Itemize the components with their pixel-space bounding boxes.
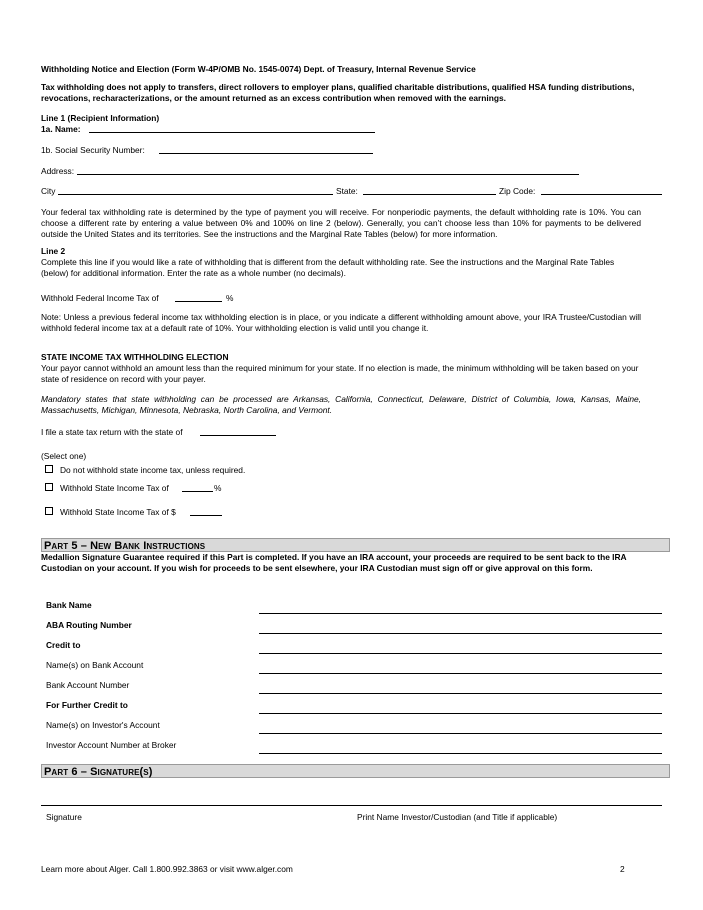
federal-rate-field[interactable] xyxy=(175,301,222,302)
bank-row-label: Bank Account Number xyxy=(46,680,130,690)
no-state-withholding-label: Do not withhold state income tax, unless required. xyxy=(60,465,246,475)
bank-row-label: Name(s) on Investor's Account xyxy=(46,720,160,730)
state-heading: STATE INCOME TAX WITHHOLDING ELECTION xyxy=(41,352,229,362)
bank-row-field[interactable] xyxy=(259,653,662,654)
part6-title: Part 6 – Signature(s) xyxy=(44,766,153,778)
bank-row-field[interactable] xyxy=(259,753,662,754)
zip-field[interactable] xyxy=(541,194,662,195)
bank-row-field[interactable] xyxy=(259,633,662,634)
ssn-label: 1b. Social Security Number: xyxy=(41,145,145,155)
no-state-withholding-checkbox[interactable] xyxy=(45,465,53,473)
state-dollar-label: Withhold State Income Tax of $ xyxy=(60,507,176,517)
address-field[interactable] xyxy=(77,174,579,175)
state-file-label: I file a state tax return with the state of xyxy=(41,427,183,437)
state-percent-sign: % xyxy=(214,483,222,493)
part5-notice: Medallion Signature Guarantee required if this Part is completed. If you have an IRA account, your proceeds are required to be sent back to the IRA Custodian on your account. If you wish for proceeds to be sent elsewhere, your IRA Custodian must sign off or give approval on this form. xyxy=(41,552,627,573)
form-title: Withholding Notice and Election (Form W-4P/OMB No. 1545-0074) Dept. of Treasury, Internal Revenue Service xyxy=(41,64,476,74)
percent-sign: % xyxy=(226,293,234,303)
bank-row-label: Bank Name xyxy=(46,600,92,610)
select-one: (Select one) xyxy=(41,451,87,461)
name-label: 1a. Name: xyxy=(41,124,81,134)
ssn-field[interactable] xyxy=(159,153,373,154)
name-field[interactable] xyxy=(89,132,375,133)
print-name-label: Print Name Investor/Custodian (and Title if applicable) xyxy=(357,812,558,822)
signature-line[interactable] xyxy=(41,805,662,806)
line2-text: Complete this line if you would like a rate of withholding that is different from the default withholding rate. See the instructions and the Marginal Rate Tables (below) for additional information. Enter the rate as a whole number (no decimals). xyxy=(41,257,615,278)
form-page xyxy=(41,0,671,910)
state-dollar-field[interactable] xyxy=(190,515,222,516)
state-percent-field[interactable] xyxy=(182,491,213,492)
page-number: 2 xyxy=(620,864,625,874)
city-label: City xyxy=(41,186,56,196)
zip-label: Zip Code: xyxy=(499,186,536,196)
state-field[interactable] xyxy=(363,194,496,195)
state-label: State: xyxy=(336,186,358,196)
bank-row-field[interactable] xyxy=(259,613,662,614)
bank-row-label: For Further Credit to xyxy=(46,700,128,710)
bank-row-field[interactable] xyxy=(259,733,662,734)
state-file-field[interactable] xyxy=(200,435,276,436)
bank-row-label: ABA Routing Number xyxy=(46,620,132,630)
address-label: Address: xyxy=(41,166,75,176)
signature-label: Signature xyxy=(46,812,82,822)
state-percent-checkbox[interactable] xyxy=(45,483,53,491)
line1-heading: Line 1 (Recipient Information) xyxy=(41,113,160,123)
bank-row-field[interactable] xyxy=(259,673,662,674)
part6-header xyxy=(41,764,670,778)
bank-row-field[interactable] xyxy=(259,713,662,714)
withholding-notice: Tax withholding does not apply to transfers, direct rollovers to employer plans, qualified charitable distributions, qualified HSA funding distributions, revocations, recharacterizations, or the amount returned as an excess contribution when removed with the earnings. xyxy=(41,82,635,103)
city-field[interactable] xyxy=(58,194,333,195)
rate-paragraph: Your federal tax withholding rate is determined by the type of payment you will receive. For nonperiodic payments, the default withholding rate is 10%. You can choose a different rate by entering a value between 0% and 100% on line 2 (below). Generally, you can’t choose less than 10% for payments to be delivered outside the United States and its territories. See the instructions and the Marginal Rate Tables (below) for more information. xyxy=(41,207,641,239)
state-text: Your payor cannot withhold an amount less than the required minimum for your state. If no election is made, the minimum withholding will be taken based on your state of residence on record with your payer. xyxy=(41,363,639,384)
line2-heading: Line 2 xyxy=(41,246,66,256)
state-percent-label: Withhold State Income Tax of xyxy=(60,483,169,493)
mandatory-states: Mandatory states that state withholding can be processed are Arkansas, California, Connecticut, Delaware, District of Columbia, Iowa, Kansas, Maine, Massachusetts, Michigan, Minnesota, Nebraska, North Carolina, and Vermont. xyxy=(41,394,641,415)
bank-row-label: Name(s) on Bank Account xyxy=(46,660,144,670)
bank-row-field[interactable] xyxy=(259,693,662,694)
bank-row-label: Investor Account Number at Broker xyxy=(46,740,177,750)
state-dollar-checkbox[interactable] xyxy=(45,507,53,515)
bank-row-label: Credit to xyxy=(46,640,81,650)
part5-title: Part 5 – New Bank Instructions xyxy=(44,540,206,552)
withhold-federal-label: Withhold Federal Income Tax of xyxy=(41,293,159,303)
note-paragraph: Note: Unless a previous federal income tax withholding election is in place, or you indicate a different withholding amount above, your IRA Trustee/Custodian will withhold federal income tax at a default rate of 10%. Your withholding election is valid until you change it. xyxy=(41,312,641,333)
footer-text: Learn more about Alger. Call 1.800.992.3863 or visit www.alger.com xyxy=(41,864,293,874)
part5-header xyxy=(41,538,670,552)
